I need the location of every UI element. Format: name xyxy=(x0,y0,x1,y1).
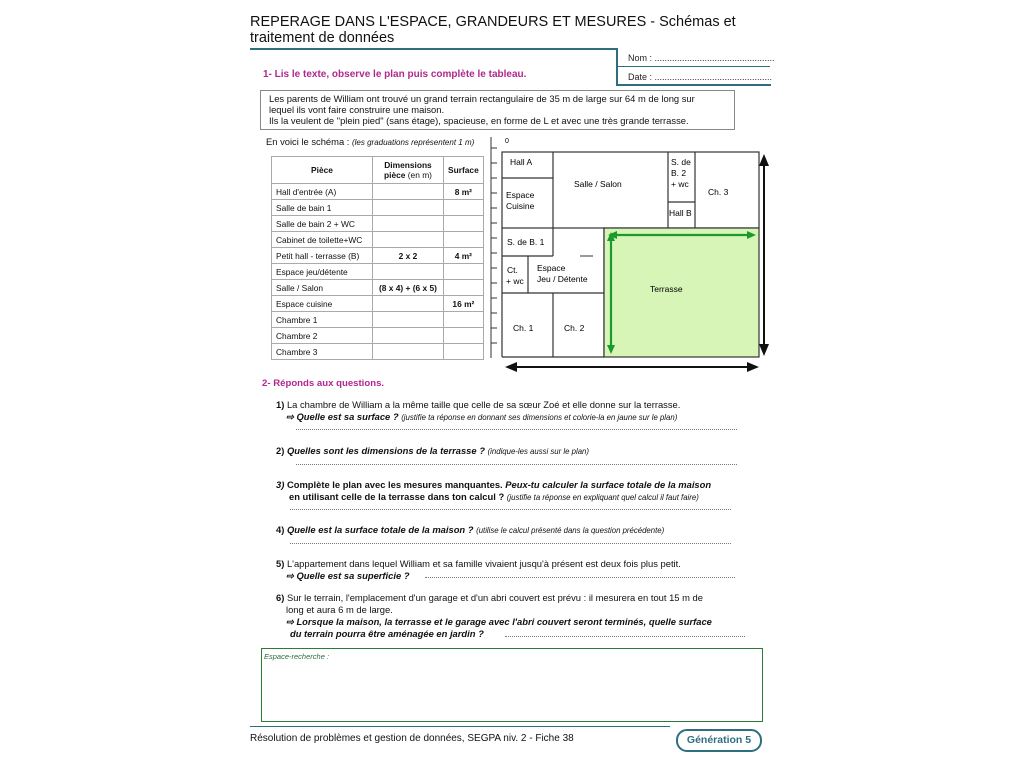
section-1-title: 1- Lis le texte, observe le plan puis complète le tableau. xyxy=(263,69,527,80)
cell-dimensions[interactable]: 2 x 2 xyxy=(373,248,444,264)
room-label-cuisine: Espace xyxy=(506,190,535,200)
table-row xyxy=(272,216,484,232)
cell-piece: Espace jeu/détente xyxy=(272,264,373,280)
cell-piece: Hall d'entrée (A) xyxy=(272,184,373,200)
problem-text-line: lequel ils vont faire construire une maison. xyxy=(269,104,445,115)
cell-piece: Petit hall - terrasse (B) xyxy=(272,248,373,264)
schema-note: (les graduations représentent 1 m) xyxy=(351,138,475,147)
cell-piece: Salle / Salon xyxy=(272,280,373,296)
room-label-ct: + wc xyxy=(506,276,524,286)
answer-line[interactable] xyxy=(296,429,737,430)
arrowhead xyxy=(505,362,517,372)
cell-dimensions[interactable] xyxy=(373,296,444,312)
research-space-label: Espace-recherche : xyxy=(264,652,330,661)
table-row xyxy=(272,200,484,216)
header-rule-left xyxy=(250,48,618,50)
room-label-sdb2: B. 2 xyxy=(671,168,687,178)
answer-line[interactable] xyxy=(425,577,735,578)
room-label-ch2: Ch. 2 xyxy=(564,323,585,333)
room-label-jeu: Jeu / Détente xyxy=(537,274,588,284)
page-title: REPERAGE DANS L'ESPACE, GRANDEURS ET MESURES - Schémas et traitement de données xyxy=(250,14,736,46)
research-space[interactable] xyxy=(261,648,763,722)
table-row xyxy=(272,312,484,328)
room-label-sdb1: S. de B. 1 xyxy=(507,237,545,247)
problem-text-line: Les parents de William ont trouvé un grand terrain rectangulaire de 35 m de large sur 64 m de long sur xyxy=(269,93,695,104)
cell-surface[interactable]: 16 m² xyxy=(444,296,484,312)
ruler-zero: 0 xyxy=(505,138,509,145)
cell-piece: Cabinet de toilette+WC xyxy=(272,232,373,248)
room-label-ct: Ct. xyxy=(507,265,518,275)
table-row xyxy=(272,344,484,360)
room-label-salon: Salle / Salon xyxy=(574,179,622,189)
room-label-sdb2: S. de xyxy=(671,157,691,167)
room-label-hall-a: Hall A xyxy=(510,157,533,167)
table-row xyxy=(272,232,484,248)
cell-piece: Salle de bain 1 xyxy=(272,200,373,216)
cell-surface[interactable]: 8 m² xyxy=(444,184,484,200)
table-row xyxy=(272,296,484,312)
cell-dimensions[interactable] xyxy=(373,328,444,344)
arrowhead xyxy=(759,344,769,356)
cell-piece: Chambre 1 xyxy=(272,312,373,328)
cell-dimensions[interactable] xyxy=(373,216,444,232)
schema-label: En voici le schéma : xyxy=(266,136,350,147)
room-label-sdb2: + wc xyxy=(671,179,689,189)
room-label-ch1: Ch. 1 xyxy=(513,323,534,333)
col-header-surface: Surface xyxy=(444,157,484,184)
question-1: 1) La chambre de William a la même taille que celle de sa sœur Zoé et elle donne sur la terrasse. ⇨ Quelle est sa surface ? (justifie ta réponse en donnant ses dimensions et colorie-la en jaune sur le plan) xyxy=(276,399,681,422)
table-header-row xyxy=(272,157,484,184)
question-3: 3) Complète le plan avec les mesures manquantes. Peux-tu calculer la surface totale de la maison en utilisant celle de la terrasse dans ton calcul ? (justifie ta réponse en expliquant quel calcul il faut faire) xyxy=(276,479,712,502)
answer-line[interactable] xyxy=(290,543,731,544)
arrowhead xyxy=(747,362,759,372)
cell-piece: Chambre 2 xyxy=(272,328,373,344)
room-label-cuisine: Cuisine xyxy=(506,201,535,211)
room-label-ch3: Ch. 3 xyxy=(708,187,729,197)
answer-line[interactable] xyxy=(505,636,745,637)
meta-divider xyxy=(618,66,770,67)
table-row xyxy=(272,280,484,296)
header-rule-right xyxy=(616,84,771,86)
question-2: 2) Quelles sont les dimensions de la terrasse ? (indique-les aussi sur le plan) xyxy=(276,445,589,456)
name-field[interactable]: Nom : ................................................ xyxy=(628,53,775,63)
cell-piece: Chambre 3 xyxy=(272,344,373,360)
arrowhead xyxy=(759,154,769,166)
table-row xyxy=(272,328,484,344)
cell-dimensions[interactable] xyxy=(373,344,444,360)
cell-dimensions[interactable] xyxy=(373,264,444,280)
header-rule-step xyxy=(616,48,618,86)
question-6: 6) Sur le terrain, l'emplacement d'un garage et d'un abri couvert est prévu : il mesurera en tout 15 m de long et aura 6 m de large. ⇨ Lorsque la maison, la terrasse et le garage avec l'abri couvert seront terminés, quelle surface du terrain pourra être aménagée en jardin ? xyxy=(276,592,712,639)
answer-line[interactable] xyxy=(290,509,731,510)
col-header-dimensions: Dimensions pièce (en m) xyxy=(373,157,444,184)
date-field[interactable]: Date : ............................................... xyxy=(628,72,773,82)
footer-text: Résolution de problèmes et gestion de données, SEGPA niv. 2 - Fiche 38 xyxy=(250,733,574,744)
room-label-hall-b: Hall B xyxy=(669,208,692,218)
cell-dimensions[interactable]: (8 x 4) + (6 x 5) xyxy=(373,280,444,296)
problem-text-line: Ils la veulent de "plein pied" (sans étage), spacieuse, en forme de L et avec une très grande terrasse. xyxy=(269,115,689,126)
house-plan xyxy=(478,134,778,384)
generation5-badge: Génération 5 xyxy=(676,729,762,752)
table-row xyxy=(272,184,484,200)
section-2-title: 2- Réponds aux questions. xyxy=(262,378,385,389)
room-label-jeu: Espace xyxy=(537,263,566,273)
schema-caption xyxy=(266,136,474,147)
cell-piece: Salle de bain 2 + WC xyxy=(272,216,373,232)
ruler-ticks xyxy=(491,148,497,343)
cell-dimensions[interactable] xyxy=(373,312,444,328)
cell-surface[interactable]: 4 m² xyxy=(444,248,484,264)
col-header-piece: Pièce xyxy=(272,157,373,184)
table-row xyxy=(272,248,484,264)
problem-text-box xyxy=(260,90,735,130)
footer-rule xyxy=(250,726,670,727)
answer-line[interactable] xyxy=(296,464,737,465)
cell-dimensions[interactable] xyxy=(373,232,444,248)
cell-dimensions[interactable] xyxy=(373,184,444,200)
question-5: 5) L'appartement dans lequel William et sa famille vivaient jusqu'à présent est deux fois plus petit. ⇨ Quelle est sa superficie ? xyxy=(276,558,681,581)
rooms-table xyxy=(271,156,484,360)
room-label-terrasse: Terrasse xyxy=(650,284,683,294)
cell-dimensions[interactable] xyxy=(373,200,444,216)
table-row xyxy=(272,264,484,280)
cell-piece: Espace cuisine xyxy=(272,296,373,312)
question-4: 4) Quelle est la surface totale de la maison ? (utilise le calcul présenté dans la question précédente) xyxy=(276,524,665,535)
